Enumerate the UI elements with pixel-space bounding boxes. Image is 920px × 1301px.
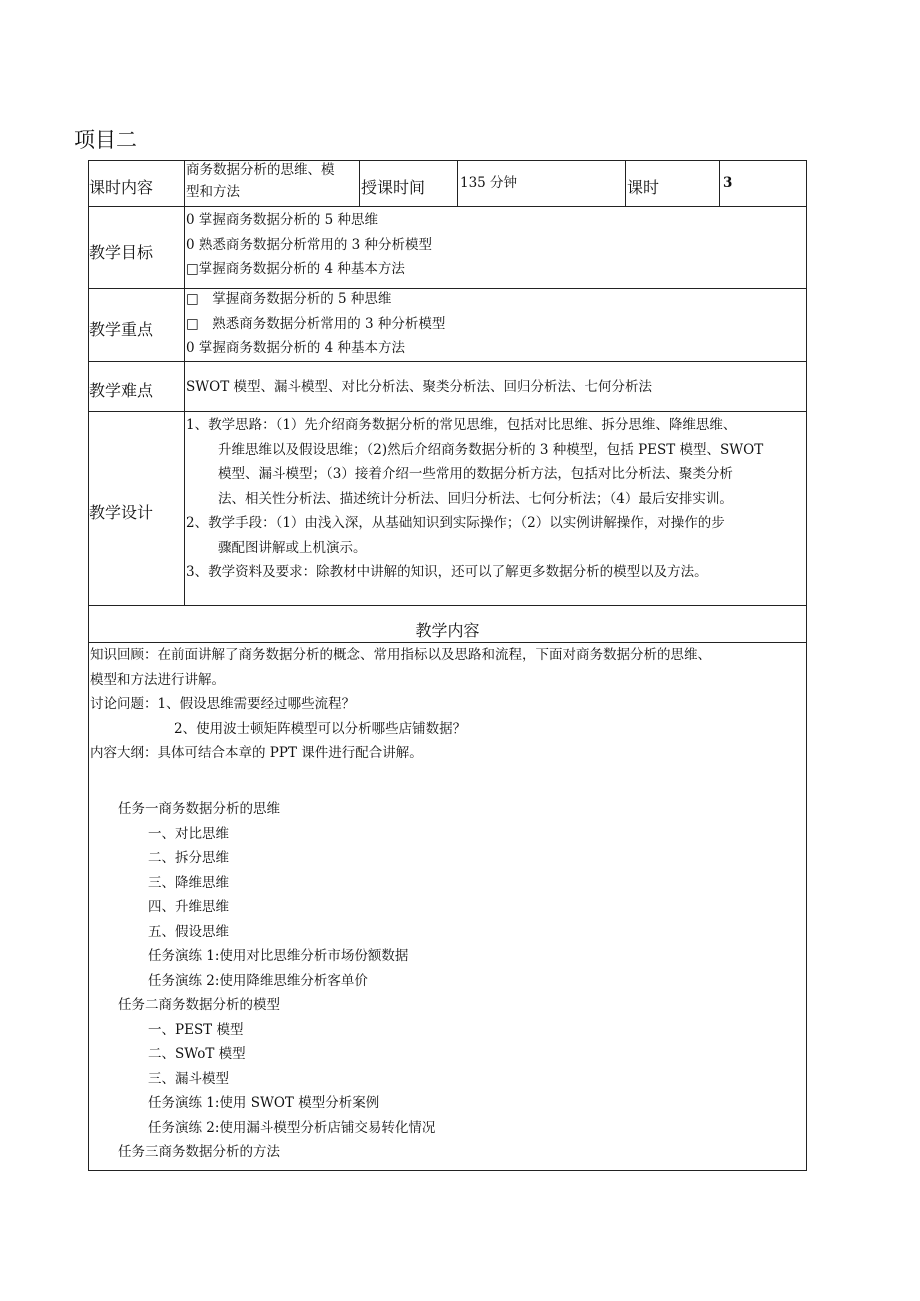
row-divider: [88, 361, 807, 362]
label-teaching-design: 教学设计: [89, 503, 154, 522]
row-divider: [88, 206, 807, 207]
list-item: 任务一商务数据分析的思维: [118, 801, 280, 817]
row-divider: [88, 605, 807, 606]
list-item: 四、升维思维: [148, 899, 229, 915]
list-item: 任务演练 1:使用 SWOT 模型分析案例: [148, 1095, 380, 1111]
key-points-list: [186, 287, 445, 361]
key-point-item: □ 掌握商务数据分析的 5 种思维: [186, 291, 392, 307]
lesson-content-value: 商务数据分析的思维、模 型和方法: [186, 162, 335, 200]
list-item: 任务演练 1:使用对比思维分析市场份额数据: [148, 948, 409, 964]
label-class-time: 授课时间: [361, 178, 426, 197]
list-item: 任务演练 2:使用漏斗模型分析店铺交易转化情况: [148, 1119, 436, 1136]
teaching-content-title: 教学内容: [415, 621, 480, 640]
column-divider: [359, 160, 360, 207]
discussion-question: 2、使用波士顿矩阵模型可以分析哪些店铺数据？: [174, 720, 467, 737]
row-divider: [88, 411, 807, 412]
goal-item: □掌握商务数据分析的 4 种基本方法: [186, 261, 405, 277]
review-text: 知识回顾：在前面讲解了商务数据分析的概念、常用指标以及思路和流程，下面对商务数据分析的思维、: [90, 647, 711, 663]
column-divider: [184, 160, 185, 606]
column-divider: [625, 160, 626, 207]
outline-text: 内容大纲：具体可结合本章的 PPT 课件进行配合讲解。: [90, 745, 423, 761]
label-key-points: 教学重点: [89, 320, 154, 339]
list-item: 任务演练 2:使用降维思维分析客单价: [148, 972, 368, 989]
teaching-content-body: [90, 643, 711, 766]
list-item: 二、拆分思维: [148, 850, 229, 866]
goal-item: 0 掌握商务数据分析的 5 种思维: [186, 212, 379, 228]
discussion-question: 讨论问题：1、假设思维需要经过哪些流程？: [90, 696, 356, 712]
list-item: 任务二商务数据分析的模型: [118, 997, 280, 1013]
list-item: 任务三商务数据分析的方法: [118, 1144, 280, 1160]
list-item: 三、降维思维: [148, 874, 229, 891]
teaching-goals-list: [186, 208, 432, 282]
list-item: 一、对比思维: [148, 825, 229, 842]
list-item: 一、PEST 模型: [148, 1021, 244, 1038]
column-divider: [719, 160, 720, 207]
label-lesson-content: 课时内容: [89, 178, 154, 197]
class-hours-value: 3: [723, 175, 733, 191]
task-outline-list: [90, 797, 435, 1165]
difficulties-text: SWOT 模型、漏斗模型、对比分析法、聚类分析法、回归分析法、七何分析法: [186, 379, 652, 395]
label-class-hours: 课时: [627, 178, 660, 197]
class-time-value: 135 分钟: [460, 175, 518, 191]
list-item: 三、漏斗模型: [148, 1070, 229, 1087]
key-point-item: □ 熟悉商务数据分析常用的 3 种分析模型: [186, 315, 446, 332]
list-item: 二、SWoT 模型: [148, 1046, 246, 1062]
key-point-item: 0 掌握商务数据分析的 4 种基本方法: [186, 340, 406, 356]
label-teaching-goals: 教学目标: [89, 243, 154, 262]
label-difficulties: 教学难点: [89, 381, 154, 400]
review-text: 模型和方法进行讲解。: [90, 671, 225, 688]
goal-item: 0 熟悉商务数据分析常用的 3 种分析模型: [186, 236, 433, 253]
column-divider: [457, 160, 458, 207]
teaching-design-text: 1、教学思路：（1）先介绍商务数据分析的常见思维，包括对比思维、拆分思维、降维思维、 升维思维以及假设思维；（2)然后介绍商务数据分析的 3 种模型，包括 PEST 模型、SWOT 模型、漏斗模型；（3）接着介绍一些常用的数据分析方法，包括对比分析法、聚类分析 法、相关性分析法、描述统计分析法、回归分析法、七何分析法；（4）最后安排实训。 2、教学手段：（1）由浅入深，从基础知识到实际操作；（2）以实例讲解操作，对操作的步 骤配图讲解或上机演示。 3、教学资料及要求：除教材中讲解的知识，还可以了解更多数据分析的模型以及方法。: [186, 417, 764, 580]
page-title: 项目二: [74, 128, 137, 152]
list-item: 五、假设思维: [148, 923, 229, 940]
